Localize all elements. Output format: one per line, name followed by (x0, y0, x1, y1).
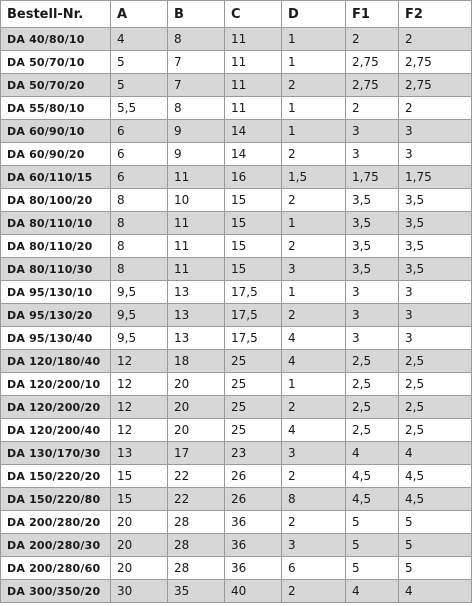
table-row (1, 442, 472, 465)
cell-c: 25 (225, 396, 282, 419)
cell-b: 13 (168, 327, 225, 350)
cell-bestell-nr: DA 50/70/10 (1, 51, 111, 74)
cell-b: 11 (168, 166, 225, 189)
cell-b: 9 (168, 120, 225, 143)
cell-c: 17,5 (225, 304, 282, 327)
cell-f2: 2 (399, 28, 472, 51)
cell-f1: 2,5 (346, 396, 399, 419)
cell-f1: 2,5 (346, 419, 399, 442)
header-cell-b: B (168, 1, 225, 28)
cell-bestell-nr: DA 300/350/20 (1, 580, 111, 603)
table-row (1, 511, 472, 534)
cell-f2: 3,5 (399, 189, 472, 212)
cell-bestell-nr: DA 95/130/10 (1, 281, 111, 304)
cell-f2: 4 (399, 580, 472, 603)
cell-bestell-nr: DA 80/100/20 (1, 189, 111, 212)
cell-c: 11 (225, 28, 282, 51)
cell-c: 15 (225, 189, 282, 212)
cell-c: 15 (225, 258, 282, 281)
cell-f1: 3,5 (346, 258, 399, 281)
cell-d: 2 (282, 189, 346, 212)
cell-f1: 1,75 (346, 166, 399, 189)
cell-f1: 3 (346, 143, 399, 166)
cell-f1: 5 (346, 511, 399, 534)
cell-bestell-nr: DA 200/280/30 (1, 534, 111, 557)
cell-b: 22 (168, 465, 225, 488)
cell-f2: 2,75 (399, 74, 472, 97)
cell-b: 20 (168, 373, 225, 396)
table-row (1, 120, 472, 143)
cell-c: 26 (225, 488, 282, 511)
cell-f2: 3 (399, 327, 472, 350)
cell-a: 12 (111, 350, 168, 373)
cell-d: 4 (282, 327, 346, 350)
cell-b: 35 (168, 580, 225, 603)
cell-f1: 2 (346, 97, 399, 120)
cell-f2: 3 (399, 281, 472, 304)
table-row (1, 212, 472, 235)
cell-f2: 2 (399, 97, 472, 120)
cell-bestell-nr: DA 200/280/20 (1, 511, 111, 534)
cell-f2: 5 (399, 511, 472, 534)
header-cell-c: C (225, 1, 282, 28)
cell-a: 20 (111, 557, 168, 580)
cell-bestell-nr: DA 50/70/20 (1, 74, 111, 97)
cell-d: 3 (282, 258, 346, 281)
cell-c: 14 (225, 120, 282, 143)
cell-b: 8 (168, 97, 225, 120)
cell-f1: 3 (346, 281, 399, 304)
cell-a: 6 (111, 120, 168, 143)
cell-c: 15 (225, 235, 282, 258)
table-row (1, 189, 472, 212)
cell-bestell-nr: DA 80/110/20 (1, 235, 111, 258)
cell-bestell-nr: DA 120/180/40 (1, 350, 111, 373)
cell-f2: 2,5 (399, 350, 472, 373)
cell-b: 17 (168, 442, 225, 465)
table-row (1, 373, 472, 396)
cell-f1: 5 (346, 534, 399, 557)
cell-a: 15 (111, 488, 168, 511)
cell-c: 25 (225, 419, 282, 442)
table-row (1, 350, 472, 373)
cell-f2: 2,75 (399, 51, 472, 74)
cell-c: 16 (225, 166, 282, 189)
cell-d: 1 (282, 51, 346, 74)
cell-bestell-nr: DA 150/220/20 (1, 465, 111, 488)
cell-d: 1 (282, 97, 346, 120)
cell-a: 15 (111, 465, 168, 488)
table-row (1, 258, 472, 281)
cell-a: 5 (111, 74, 168, 97)
cell-b: 20 (168, 419, 225, 442)
cell-f2: 4,5 (399, 465, 472, 488)
cell-a: 6 (111, 166, 168, 189)
cell-f2: 3,5 (399, 212, 472, 235)
cell-bestell-nr: DA 80/110/30 (1, 258, 111, 281)
table-row (1, 465, 472, 488)
table-row (1, 396, 472, 419)
cell-b: 11 (168, 212, 225, 235)
cell-a: 20 (111, 534, 168, 557)
cell-b: 10 (168, 189, 225, 212)
table-row (1, 534, 472, 557)
cell-f2: 1,75 (399, 166, 472, 189)
cell-d: 1 (282, 120, 346, 143)
cell-c: 17,5 (225, 327, 282, 350)
cell-f1: 2,75 (346, 51, 399, 74)
table-row (1, 51, 472, 74)
cell-d: 3 (282, 534, 346, 557)
cell-a: 8 (111, 258, 168, 281)
cell-c: 17,5 (225, 281, 282, 304)
cell-b: 7 (168, 74, 225, 97)
table-row (1, 143, 472, 166)
cell-a: 20 (111, 511, 168, 534)
cell-b: 8 (168, 28, 225, 51)
cell-d: 1,5 (282, 166, 346, 189)
cell-bestell-nr: DA 95/130/40 (1, 327, 111, 350)
table-row (1, 74, 472, 97)
header-cell-f2: F2 (399, 1, 472, 28)
table-row (1, 419, 472, 442)
cell-a: 30 (111, 580, 168, 603)
cell-c: 14 (225, 143, 282, 166)
cell-c: 40 (225, 580, 282, 603)
cell-f1: 2,5 (346, 373, 399, 396)
cell-b: 13 (168, 304, 225, 327)
cell-d: 4 (282, 419, 346, 442)
table-row (1, 557, 472, 580)
cell-b: 28 (168, 511, 225, 534)
cell-bestell-nr: DA 200/280/60 (1, 557, 111, 580)
table-row (1, 304, 472, 327)
cell-f1: 3 (346, 120, 399, 143)
cell-f2: 5 (399, 534, 472, 557)
table-row (1, 235, 472, 258)
cell-d: 2 (282, 580, 346, 603)
cell-a: 12 (111, 396, 168, 419)
cell-c: 23 (225, 442, 282, 465)
cell-f1: 5 (346, 557, 399, 580)
cell-b: 11 (168, 258, 225, 281)
cell-f1: 3,5 (346, 235, 399, 258)
cell-bestell-nr: DA 120/200/40 (1, 419, 111, 442)
cell-f1: 3 (346, 327, 399, 350)
cell-b: 11 (168, 235, 225, 258)
cell-c: 36 (225, 557, 282, 580)
cell-a: 4 (111, 28, 168, 51)
table-row (1, 580, 472, 603)
table-body (1, 28, 472, 603)
cell-a: 8 (111, 235, 168, 258)
cell-b: 28 (168, 557, 225, 580)
cell-c: 15 (225, 212, 282, 235)
cell-f1: 2 (346, 28, 399, 51)
cell-d: 8 (282, 488, 346, 511)
cell-a: 9,5 (111, 281, 168, 304)
cell-f1: 4 (346, 580, 399, 603)
cell-f2: 4,5 (399, 488, 472, 511)
cell-c: 36 (225, 534, 282, 557)
cell-bestell-nr: DA 95/130/20 (1, 304, 111, 327)
cell-f1: 4 (346, 442, 399, 465)
cell-c: 25 (225, 373, 282, 396)
cell-f2: 3,5 (399, 235, 472, 258)
cell-f2: 5 (399, 557, 472, 580)
cell-bestell-nr: DA 150/220/80 (1, 488, 111, 511)
cell-bestell-nr: DA 55/80/10 (1, 97, 111, 120)
cell-f2: 2,5 (399, 419, 472, 442)
cell-a: 5 (111, 51, 168, 74)
cell-f2: 4 (399, 442, 472, 465)
cell-a: 8 (111, 189, 168, 212)
cell-f1: 3,5 (346, 212, 399, 235)
table-row (1, 281, 472, 304)
cell-a: 6 (111, 143, 168, 166)
cell-a: 12 (111, 373, 168, 396)
cell-c: 36 (225, 511, 282, 534)
cell-b: 7 (168, 51, 225, 74)
cell-c: 26 (225, 465, 282, 488)
table-row (1, 488, 472, 511)
cell-b: 22 (168, 488, 225, 511)
cell-bestell-nr: DA 60/90/20 (1, 143, 111, 166)
cell-bestell-nr: DA 40/80/10 (1, 28, 111, 51)
header-row (1, 1, 472, 28)
table-row (1, 166, 472, 189)
cell-c: 11 (225, 74, 282, 97)
cell-b: 9 (168, 143, 225, 166)
cell-f1: 4,5 (346, 488, 399, 511)
cell-f2: 2,5 (399, 373, 472, 396)
cell-d: 1 (282, 28, 346, 51)
cell-d: 2 (282, 304, 346, 327)
header-cell-f1: F1 (346, 1, 399, 28)
cell-d: 2 (282, 143, 346, 166)
cell-f1: 4,5 (346, 465, 399, 488)
cell-d: 4 (282, 350, 346, 373)
cell-d: 1 (282, 373, 346, 396)
cell-bestell-nr: DA 130/170/30 (1, 442, 111, 465)
cell-f1: 3,5 (346, 189, 399, 212)
cell-c: 25 (225, 350, 282, 373)
cell-bestell-nr: DA 80/110/10 (1, 212, 111, 235)
cell-f2: 2,5 (399, 396, 472, 419)
table-header (1, 1, 472, 28)
cell-a: 13 (111, 442, 168, 465)
cell-c: 11 (225, 97, 282, 120)
cell-a: 9,5 (111, 304, 168, 327)
cell-a: 5,5 (111, 97, 168, 120)
cell-f2: 3 (399, 120, 472, 143)
cell-d: 3 (282, 442, 346, 465)
cell-b: 18 (168, 350, 225, 373)
cell-d: 2 (282, 235, 346, 258)
cell-d: 1 (282, 281, 346, 304)
cell-d: 2 (282, 74, 346, 97)
cell-f1: 2,75 (346, 74, 399, 97)
cell-d: 1 (282, 212, 346, 235)
cell-a: 8 (111, 212, 168, 235)
cell-d: 2 (282, 465, 346, 488)
cell-bestell-nr: DA 120/200/20 (1, 396, 111, 419)
cell-a: 12 (111, 419, 168, 442)
cell-f1: 2,5 (346, 350, 399, 373)
table-row (1, 327, 472, 350)
cell-f2: 3 (399, 143, 472, 166)
cell-c: 11 (225, 51, 282, 74)
table-row (1, 28, 472, 51)
cell-d: 2 (282, 511, 346, 534)
cell-bestell-nr: DA 60/90/10 (1, 120, 111, 143)
cell-b: 28 (168, 534, 225, 557)
cell-d: 6 (282, 557, 346, 580)
cell-f2: 3 (399, 304, 472, 327)
header-cell-bestell-nr: Bestell-Nr. (1, 1, 111, 28)
header-cell-a: A (111, 1, 168, 28)
cell-a: 9,5 (111, 327, 168, 350)
cell-f1: 3 (346, 304, 399, 327)
header-cell-d: D (282, 1, 346, 28)
cell-d: 2 (282, 396, 346, 419)
cell-bestell-nr: DA 120/200/10 (1, 373, 111, 396)
cell-bestell-nr: DA 60/110/15 (1, 166, 111, 189)
cell-b: 20 (168, 396, 225, 419)
table-row (1, 97, 472, 120)
cell-f2: 3,5 (399, 258, 472, 281)
cell-b: 13 (168, 281, 225, 304)
